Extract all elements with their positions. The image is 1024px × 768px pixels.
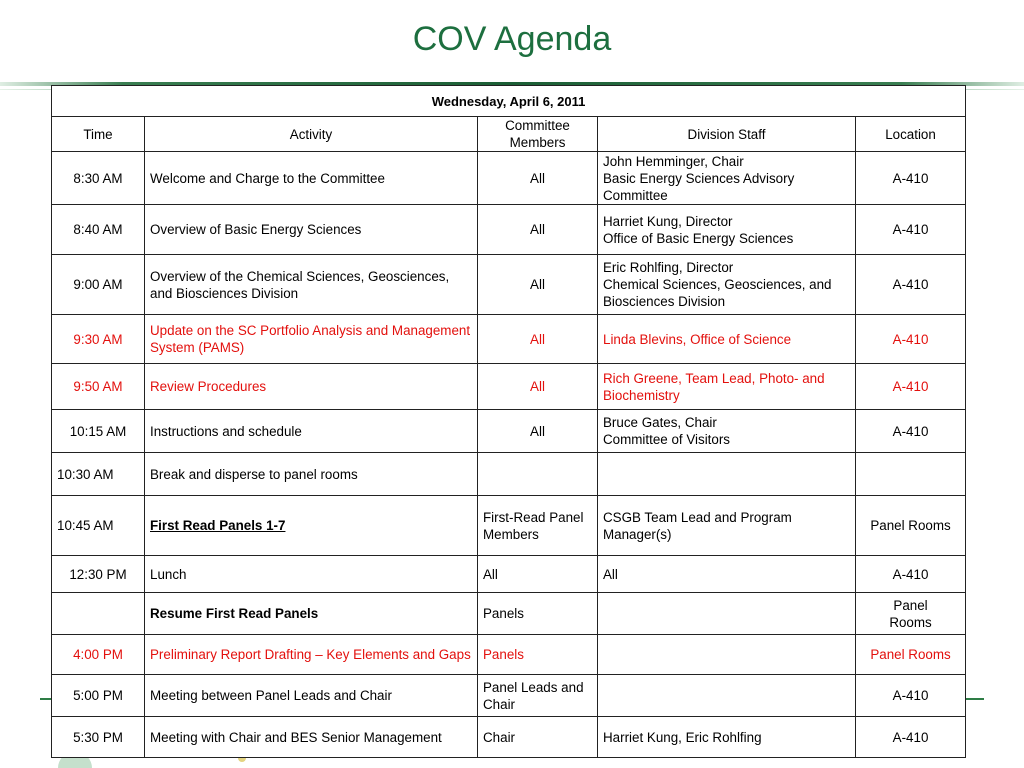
header-time: Time xyxy=(52,117,145,152)
location-cell: A-410 xyxy=(856,556,966,593)
table-row xyxy=(52,496,966,556)
time-cell: 10:15 AM xyxy=(52,410,145,453)
date-header: Wednesday, April 6, 2011 xyxy=(52,86,966,117)
table-row xyxy=(52,410,966,453)
staff-line: Chemical Sciences, Geosciences, and Biosciences Division xyxy=(603,277,832,309)
staff-line: Harriet Kung, Director xyxy=(603,213,733,229)
location-cell: A-410 xyxy=(856,255,966,315)
header-division-staff: Division Staff xyxy=(598,117,856,152)
members-cell: Panels xyxy=(478,593,598,635)
date-header-row xyxy=(52,86,966,117)
table-row xyxy=(52,635,966,675)
members-cell xyxy=(478,453,598,496)
location-cell: A-410 xyxy=(856,410,966,453)
activity-cell: Lunch xyxy=(145,556,478,593)
location-cell: A-410 xyxy=(856,152,966,205)
staff-line: Committee of Visitors xyxy=(603,432,731,447)
members-cell: All xyxy=(478,556,598,593)
staff-cell: CSGB Team Lead and Program Manager(s) xyxy=(598,496,856,556)
time-cell: 4:00 PM xyxy=(52,635,145,675)
time-cell xyxy=(52,593,145,635)
activity-cell: Welcome and Charge to the Committee xyxy=(145,152,478,205)
time-cell: 9:50 AM xyxy=(52,364,145,410)
time-cell: 12:30 PM xyxy=(52,556,145,593)
staff-line: Basic Energy Sciences Advisory Committee xyxy=(603,170,795,203)
time-cell: 5:00 PM xyxy=(52,675,145,717)
members-cell: All xyxy=(478,205,598,255)
time-cell: 10:30 AM xyxy=(52,453,145,496)
members-cell: All xyxy=(478,315,598,364)
activity-cell: Preliminary Report Drafting – Key Elements and Gaps xyxy=(145,635,478,675)
location-cell: A-410 xyxy=(856,205,966,255)
location-cell: A-410 xyxy=(856,675,966,717)
staff-line: Bruce Gates, Chair xyxy=(603,415,717,430)
staff-cell: Linda Blevins, Office of Science xyxy=(598,315,856,364)
activity-cell: Review Procedures xyxy=(145,364,478,410)
location-cell xyxy=(856,593,966,635)
members-cell: Panel Leads and Chair xyxy=(478,675,598,717)
time-cell: 9:30 AM xyxy=(52,315,145,364)
activity-cell: First Read Panels 1-7 xyxy=(145,496,478,556)
table-row xyxy=(52,593,966,635)
staff-cell xyxy=(598,453,856,496)
members-cell: All xyxy=(478,410,598,453)
staff-cell xyxy=(598,593,856,635)
table-row xyxy=(52,556,966,593)
agenda-table xyxy=(51,85,966,758)
staff-cell: Harriet Kung, Eric Rohlfing xyxy=(598,717,856,758)
table-row xyxy=(52,453,966,496)
members-cell: All xyxy=(478,152,598,205)
staff-cell: All xyxy=(598,556,856,593)
table-row xyxy=(52,675,966,717)
time-cell: 9:00 AM xyxy=(52,255,145,315)
activity-cell: Instructions and schedule xyxy=(145,410,478,453)
column-header-row xyxy=(52,117,966,152)
location-cell xyxy=(856,453,966,496)
staff-line: John Hemminger, Chair xyxy=(603,153,744,169)
header-committee-members: Committee Members xyxy=(478,117,598,152)
footer-rule-right xyxy=(964,698,984,700)
activity-cell: Overview of Basic Energy Sciences xyxy=(145,205,478,255)
members-cell: First-Read Panel Members xyxy=(478,496,598,556)
table-row xyxy=(52,717,966,758)
time-cell: 8:30 AM xyxy=(52,152,145,205)
activity-cell: Meeting with Chair and BES Senior Management xyxy=(145,717,478,758)
staff-line: Office of Basic Energy Sciences xyxy=(603,230,794,246)
members-cell: All xyxy=(478,255,598,315)
staff-cell xyxy=(598,205,856,255)
activity-cell: Break and disperse to panel rooms xyxy=(145,453,478,496)
page-title: COV Agenda xyxy=(412,20,612,58)
location-cell: Panel Rooms xyxy=(856,635,966,675)
location-line: Rooms xyxy=(889,614,932,630)
location-cell: Panel Rooms xyxy=(856,496,966,556)
staff-cell xyxy=(598,255,856,315)
members-cell: Chair xyxy=(478,717,598,758)
table-row xyxy=(52,152,966,205)
header-location: Location xyxy=(856,117,966,152)
activity-cell: Overview of the Chemical Sciences, Geosciences, and Biosciences Division xyxy=(145,255,478,315)
location-cell: A-410 xyxy=(856,364,966,410)
location-cell: A-410 xyxy=(856,717,966,758)
staff-cell xyxy=(598,635,856,675)
table-row xyxy=(52,255,966,315)
members-cell: All xyxy=(478,364,598,410)
table-row xyxy=(52,205,966,255)
activity-cell: Update on the SC Portfolio Analysis and Management System (PAMS) xyxy=(145,315,478,364)
staff-cell xyxy=(598,675,856,717)
time-cell: 8:40 AM xyxy=(52,205,145,255)
header-activity: Activity xyxy=(145,117,478,152)
table-row xyxy=(52,364,966,410)
time-cell: 5:30 PM xyxy=(52,717,145,758)
staff-cell: Rich Greene, Team Lead, Photo- and Biochemistry xyxy=(598,364,856,410)
staff-line: Eric Rohlfing, Director xyxy=(603,260,734,275)
staff-cell xyxy=(598,152,856,205)
members-cell: Panels xyxy=(478,635,598,675)
time-cell: 10:45 AM xyxy=(52,496,145,556)
location-cell: A-410 xyxy=(856,315,966,364)
staff-cell xyxy=(598,410,856,453)
location-line: Panel xyxy=(893,597,928,613)
activity-cell: Meeting between Panel Leads and Chair xyxy=(145,675,478,717)
activity-cell: Resume First Read Panels xyxy=(145,593,478,635)
table-row xyxy=(52,315,966,364)
